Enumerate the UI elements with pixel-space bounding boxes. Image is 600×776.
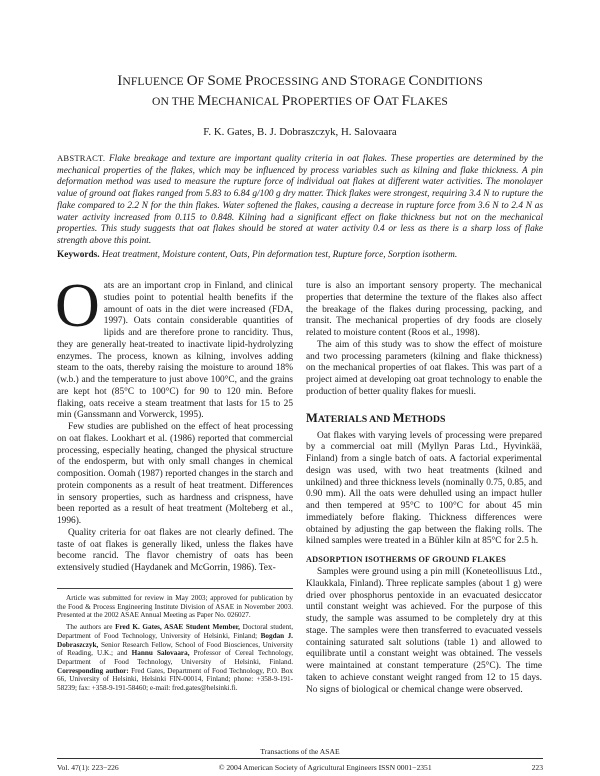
page-number: 223: [531, 763, 543, 772]
drop-cap: O: [55, 272, 100, 340]
keywords: [57, 250, 543, 262]
left-column: [55, 272, 293, 575]
body-paragraph: Few studies are published on the effect of heat processing on oat flakes. Lookhart et al. (1986) reported that commercial processing, especially heating, changed the physical structure of the endosperm, but with only small changes in chemical composition. Oomah (1987) reported changes in the starch and protein components as a result of heat treatment. Differences in sensory properties, such as hardness and crispness, have been reported as a result of heat treatment (Molteberg et al., 1996).: [57, 422, 293, 526]
title-line-2: ON THE MECHANICAL PROPERTIES OF OAT FLAKES: [152, 92, 448, 109]
keywords-text: Heat treatment, Moisture content, Oats, Pin deformation test, Rupture force, Sorption isotherm.: [101, 250, 458, 260]
footer-volume: Vol. 47(1): 223−226: [57, 763, 119, 772]
footnote-divider: [57, 588, 293, 589]
page-footer: [57, 763, 543, 772]
abstract-label: ABSTRACT.: [57, 153, 106, 163]
body-paragraph: Quality criteria for oat flakes are not clearly defined. The taste of oat flakes is generally liked, unless the flakes have become rancid. The flavor chemistry of oats has been extensively studied (Haydanek and McGorrin, 1986). Tex-: [57, 527, 293, 573]
intro-paragraph: Oats are an important crop in Finland, and clinical studies point to potential health benefits if the amount of oats in the diet were increased (FDA, 1997). Oats contain considerable quantities of lipids and are therefore prone to rancidity. Thus, they are generally heat-treated to inactivate lipid-hydrolyzing enzymes. The process, known as kilning, involves adding steam to the oats, thereby raising the moisture to around 18% (w.b.) and the temperature to just above 100°C, and the grains are kept hot (85°C to 100°C) for 90 to 120 min. Before flaking, oats receive a steam treatment that lasts for 15 to 25 min (Ganssmann and Vorwerck, 1995).: [55, 272, 293, 421]
footer-divider: [57, 758, 543, 759]
paper-title: [40, 71, 560, 111]
journal-name: Transactions of the ASAE: [260, 747, 340, 756]
abstract-text: Flake breakage and texture are important quality criteria in oat flakes. These properties are determined by the mechanical properties of the flakes, which may be influenced by process variables such as kilning and flake thickness. A pin deformation method was used to measure the rupture force of individual oat flakes at different water activities. The monolayer value of ground oat flakes ranged from 5.83 to 6.84 g/100 g dry matter. Thick flakes were strongest, requiring 3.4 N to rupture the flake compared to 2.2 N for the thin flakes. Water softened the flakes, causing a decrease in rupture force from 3.6 N to 2.4 N as water activity increased from 0.115 to 0.848. Kilning had a significant effect on flake thickness but not on the mechanical properties. This study suggests that oat flakes should be stored at water activity 0.4 or less as there is a sharp loss of flake strength above this point.: [57, 154, 544, 246]
body-paragraph: Oat flakes with varying levels of processing were prepared by a commercial oat mill (Myllyn Paras Ltd., Hyvinkää, Finland) from a single batch of oats. A factorial experimental design was used, with two heat treatments (kilned and unkilned) and three thickness levels (nominally 0.75, 0.85, and 0.90 mm). All the oats were dehulled using an impact huller and then tempered at 95°C to 100°C for about 45 min immediately before flaking. Thickness differences were obtained by adjusting the gap between the flaking rolls. The kilned samples were treated in a Bühler kiln at 85°C for 2.5 h.: [306, 430, 542, 547]
footnotes: [57, 594, 293, 696]
keywords-label: Keywords.: [57, 250, 100, 260]
subsection-heading: ADSORPTION ISOTHERMS OF GROUND FLAKES: [306, 555, 506, 564]
section-heading: MATERIALS AND METHODS: [306, 410, 446, 425]
footnote-submission: Article was submitted for review in May 2003; approved for publication by the Food & Process Engineering Institute Division of ASAE in November 2003. Presented at the 2002 ASAE Annual Meeting as Paper No. 026027.: [57, 594, 293, 620]
body-paragraph: The aim of this study was to show the effect of moisture and two processing parameters (kilning and flake thickness) on the mechanical properties of oat flakes. This was part of a project aimed at developing oat groat technology to enable the production of better quality flakes for muesli.: [306, 339, 542, 397]
footnote-authors: The authors are Fred K. Gates, ASAE Student Member, Doctoral student, Department of Food Technology, University of Helsinki, Finland; Bogdan J. Dobraszczyk, Senior Research Fellow, School of Food Biosciences, University of Reading, U.K.; and Hannu Salovaara, Professor of Cereal Technology, Department of Food Technology, University of Helsinki, Finland. Corresponding author: Fred Gates, Department of Food Technology, P.O. Box 66, University of Helsinki, Helsinki FIN-00014, Finland; phone: +358-9-191-58239; fax: +358-9-191-58460; e-mail: fred.gates@helsinki.fi.: [57, 623, 293, 693]
body-paragraph: Samples were ground using a pin mill (Koneteollisuus Ltd., Klaukkala, Finland). Three replicate samples (about 1 g) were dried over phosphorus pentoxide in an evacuated desiccator until constant weight was achieved. For the purpose of this study, the sample was assumed to be completely dry at this stage. The samples were then transferred to evacuated vessels containing saturated salt solutions (table 1) and allowed to equilibrate until a constant weight was obtained. The vessels were maintained at constant temperature (25°C). The time taken to achieve constant weight ranged from 12 to 15 days. No signs of biological or chemical change were observed.: [306, 567, 542, 695]
right-column: [306, 281, 542, 696]
title-line-1: INFLUENCE OF SOME PROCESSING AND STORAGE CONDITIONS: [117, 72, 483, 89]
body-paragraph: ture is also an important sensory property. The mechanical properties that determine the texture of the flakes also affect the breakage of the flakes during processing, packing, and transit. The mechanical properties of dry foods are closely related to moisture content (Roos et al., 1998).: [306, 281, 542, 338]
abstract: [57, 153, 543, 248]
footer-copyright: © 2004 American Society of Agricultural Engineers ISSN 0001−2351: [218, 763, 432, 772]
author-list: F. K. Gates, B. J. Dobraszczyk, H. Salovaara: [203, 126, 397, 138]
